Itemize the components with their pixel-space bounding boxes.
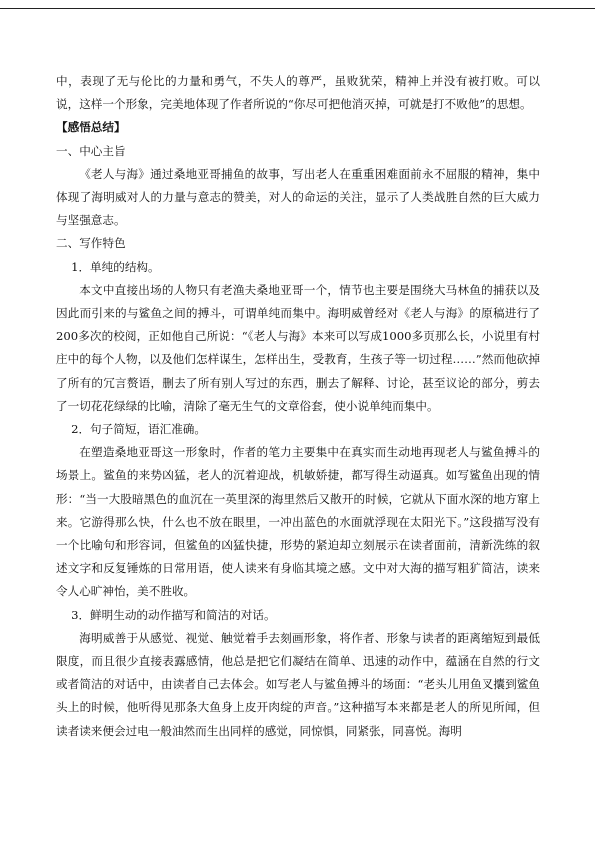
- feature-heading-2: 2．句子简短，语汇准确。: [71, 422, 206, 437]
- paragraph-continuation: 中，表现了无与伦比的力量和勇气，不失人的尊严，虽败犹荣，精神上并没有被打败。可以说，这样一个形象，完美地体现了作者所说的“你尽可把他消灭掉，可就是打不败他”的思想。: [56, 74, 540, 112]
- subheading-central-theme: 一、中心主旨: [56, 143, 126, 158]
- subheading-writing-features: 二、写作特色: [56, 236, 126, 251]
- paragraph-feature-1: 本文中直接出场的人物只有老渔夫桑地亚哥一个，情节也主要是围绕大马林鱼的捕获以及因此而引来的与鲨鱼之间的搏斗，可谓单纯而集中。海明威曾经对《老人与海》的原稿进行了200多次的校阅，正如他自己所说：“《老人与海》本来可以写成1000多页那么长，小说里有村庄中的每个人物，以及他们怎样谋生，怎样出生，受教育，生孩子等一切过程……”然而他砍掉了所有的冗言赘语，删去了所有别人写过的东西，删去了解释、讨论，甚至议论的部分，剪去了一切花花绿绿的比喻，清除了毫无生气的文章俗套，使小说单纯而集中。: [56, 282, 540, 413]
- paragraph-feature-2: 在塑造桑地亚哥这一形象时，作者的笔力主要集中在真实而生动地再现老人与鲨鱼搏斗的场景上。鲨鱼的来势凶猛，老人的沉着迎战，机敏娇捷，都写得生动逼真。如写鲨鱼出现的情形：“当一大股暗黑色的血沉在一英里深的海里然后又散开的时候，它就从下面水深的地方窜上来。它游得那么快，什么也不放在眼里，一冲出蓝色的水面就浮现在太阳光下。”这段描写没有一个比喻句和形容词，但鲨鱼的凶猛快捷，形势的紧迫却立刻展示在读者面前，清新洗练的叙述文字和反复锤炼的日常用语，使人读来有身临其境之感。文中对大海的描写粗犷简洁，读来令人心旷神怡，美不胜收。: [56, 445, 540, 599]
- feature-heading-3: 3．鲜明生动的动作描写和简洁的对话。: [71, 607, 276, 622]
- paragraph-feature-3: 海明威善于从感觉、视觉、触觉着手去刻画形象，将作者、形象与读者的距离缩短到最低限度，而且很少直接表露感情，他总是把它们凝结在简单、迅速的动作中，蕴涵在自然的行文或者简洁的对话中，由读者自己去体会。如写老人与鲨鱼搏斗的场面：“老头儿用鱼叉攮到鲨鱼头上的时候，他听得见那条大鱼身上皮开肉绽的声音。”这种描写本来都是老人的所见所闻，但读者读来便会过电一般油然而生出同样的感觉，同惊惧，同紧张，同喜悦。海明: [56, 630, 540, 738]
- paragraph-central-theme: 《老人与海》通过桑地亚哥捕鱼的故事，写出老人在重重困难面前永不屈服的精神，集中体现了海明威对人的力量与意志的赞美，对人的命运的关注，显示了人类战胜自然的巨大威力与坚强意志。: [56, 166, 540, 228]
- feature-heading-1: 1．单纯的结构。: [71, 259, 160, 274]
- header-rule: [0, 8, 595, 9]
- document-body: [56, 70, 540, 743]
- section-heading-summary: 【感悟总结】: [56, 120, 126, 135]
